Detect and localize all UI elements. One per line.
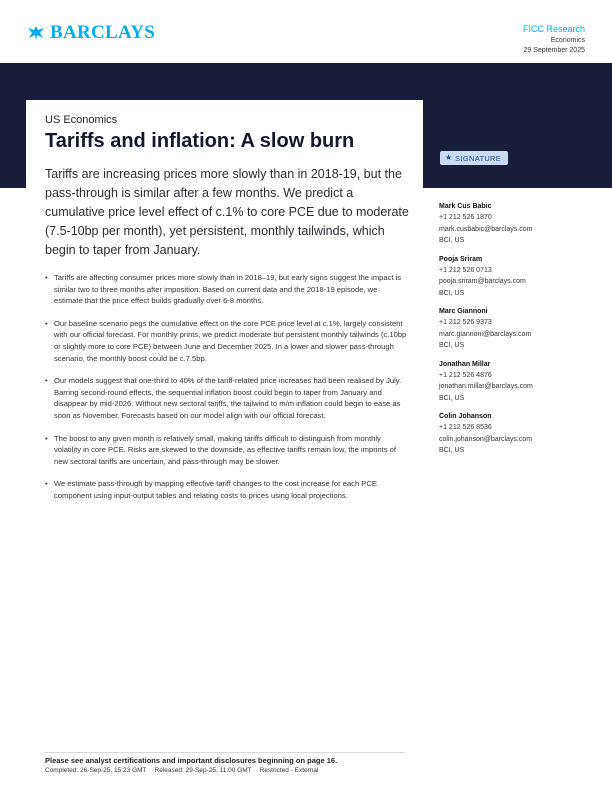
analyst-name: Jonathan Millar [439, 360, 491, 368]
report-title: Tariffs and inflation: A slow burn [45, 130, 355, 152]
signature-badge [440, 151, 508, 165]
publication-footer [45, 767, 319, 774]
brand-logo [26, 22, 155, 44]
analyst-card [439, 201, 589, 247]
analyst-email[interactable]: colin.johanson@barclays.com [439, 435, 533, 443]
footer-divider [45, 752, 405, 753]
key-point: • Our baseline scenario pegs the cumulative effect on the core PCE price level at c.1%, largely consistent with our official forecast. For monthly prints, we predict moderate but persistent monthly tailwinds (c.10bp or slightly more to core PCE) between June and December 2025. In a lower and slower pass-through scenario, the monthly boost could be c.7.5bp. [45, 318, 407, 364]
key-points-list [45, 272, 407, 513]
analyst-phone: +1 212 526 4876 [439, 371, 492, 379]
analyst-phone: +1 212 526 1870 [439, 214, 492, 221]
analyst-phone: +1 212 526 8536 [439, 424, 492, 431]
report-kicker: US Economics [45, 114, 118, 126]
analyst-name: Mark Cus Babic [439, 203, 492, 210]
analyst-card [439, 306, 589, 352]
key-point: • Our models suggest that one-third to 40% of the tariff-related price increases had been realised by July. Barring second-round effects, the sequential inflation boost could begin to taper from January and disappear by mid-2026. Without new sectoral tariffs, the tailwind to m/m inflation could begin to ease as soon as November. Forecasts based on our model align with our official forecast. [45, 375, 407, 421]
analyst-entity: BCI, US [439, 237, 465, 244]
analyst-email[interactable]: jonathan.millar@barclays.com [439, 383, 533, 390]
completed-timestamp: Completed: 26-Sep-25, 15:23 GMT [45, 767, 147, 774]
signature-label: SIGNATURE [455, 153, 502, 163]
classification-label: Restricted - External [259, 767, 319, 774]
analyst-entity: BCI, US [439, 289, 465, 297]
analyst-card [439, 359, 589, 405]
research-section: Economics [550, 37, 585, 44]
key-point: • The boost to any given month is relatively small, making tariffs difficult to distinguish from monthly volatility in core PCE. Risks are skewed to the downside, as effective tariffs remain low, the imprints of new sectoral tariffs are uncertain, and pass-through may be slower. [45, 433, 407, 468]
analyst-name: Pooja Sriram [439, 255, 483, 263]
report-meta [523, 24, 585, 54]
analyst-email[interactable]: pooja.sriram@barclays.com [439, 278, 526, 285]
report-date: 29 September 2025 [523, 47, 585, 54]
disclosure-note: Please see analyst certifications and important disclosures beginning on page 16. [45, 756, 338, 765]
key-point: • Tariffs are affecting consumer prices more slowly than in 2018–19, but early signs suggest the impact is similar two to three months after imposition. Based on current data and the 2018-19 episode, we estimate that the price effect builds gradually over 6-8 months. [45, 272, 407, 307]
brand-name: BARCLAYS [50, 22, 156, 43]
analyst-name: Colin Johanson [439, 413, 492, 420]
key-point: • We estimate pass-through by mapping effective tariff changes to the cost increase for each PCE component using input-output tables and relating costs to prices using local projections. [45, 478, 407, 501]
analyst-phone: +1 212 526 9373 [439, 319, 492, 326]
analyst-card [439, 411, 589, 457]
analyst-list [439, 201, 589, 464]
research-unit: FICC Research [522, 24, 585, 34]
analyst-phone: +1 212 526 0713 [439, 266, 492, 274]
analyst-email[interactable]: marc.giannoni@barclays.com [439, 330, 532, 338]
analyst-entity: BCI, US [439, 342, 465, 349]
report-summary: Tariffs are increasing prices more slowly than in 2018-19, but the pass-through is similar after a few months. We predict a cumulative price level effect of c.1% to core PCE due to moderate (7.5-10bp per month), yet persistent, monthly tailwinds, which begin to taper from January. [45, 167, 409, 257]
analyst-card [439, 254, 589, 300]
analyst-entity: BCI, US [439, 447, 465, 454]
analyst-name: Marc Giannoni [439, 308, 488, 315]
analyst-entity: BCI, US [439, 394, 465, 402]
eagle-icon [26, 23, 46, 43]
star-icon: ★ [445, 153, 453, 162]
analyst-email[interactable]: mark.cusbabic@barclays.com [439, 225, 533, 233]
released-timestamp: Released: 29-Sep-25, 11:00 GMT [154, 767, 252, 774]
